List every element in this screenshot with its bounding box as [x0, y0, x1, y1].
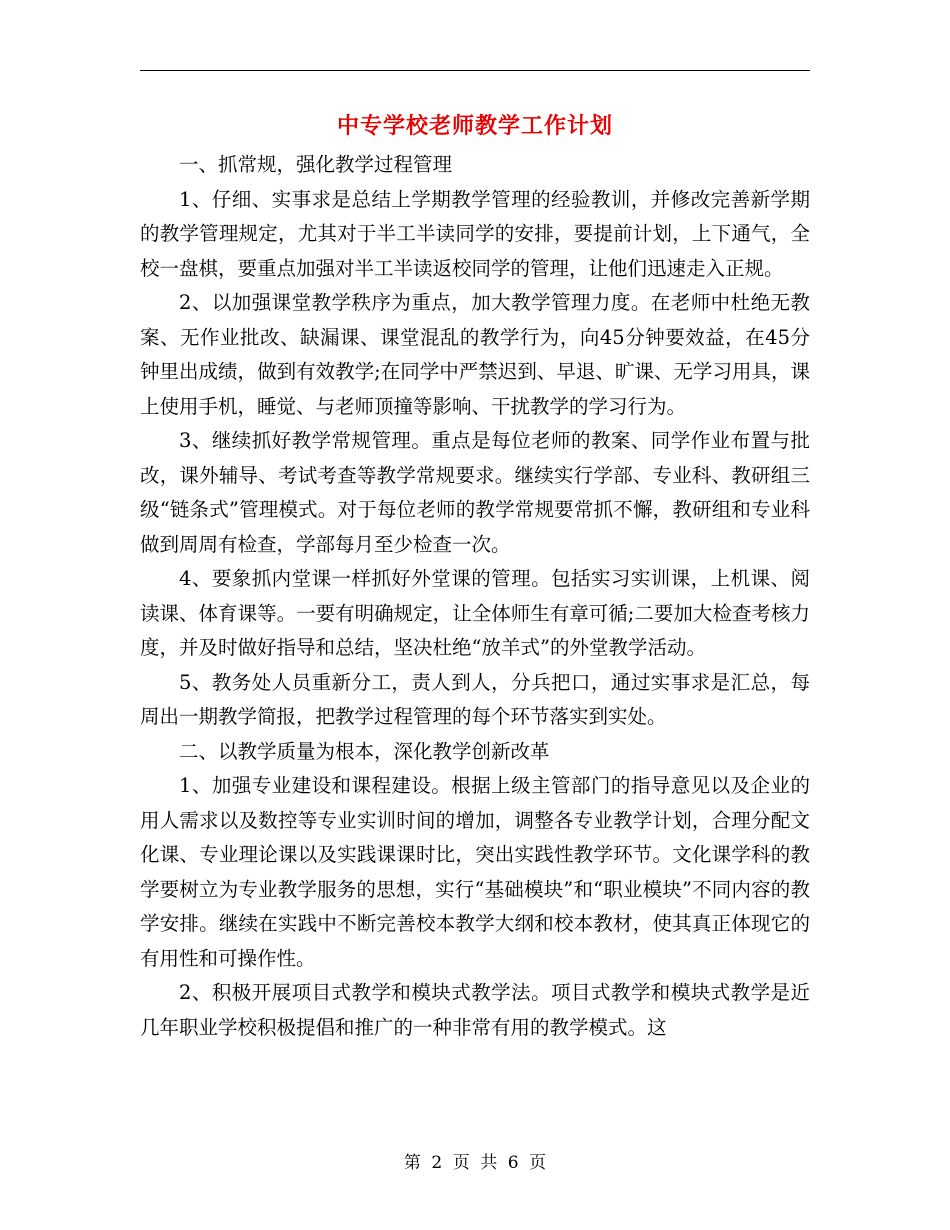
- section-heading-1: 一、抓常规，强化教学过程管理: [179, 153, 453, 176]
- document-body: [140, 148, 810, 1045]
- paragraph: 2、以加强课堂教学秩序为重点，加大教学管理力度。在老师中杜绝无教案、无作业批改、缺漏课、课堂混乱的教学行为，向45分钟要效益，在45分钟里出成绩，做到有效教学;在同学中严禁迟到、早退、旷课、无学习用具，课上使用手机，睡觉、与老师顶撞等影响、干扰教学的学习行为。: [140, 291, 810, 418]
- paragraph: 5、教务处人员重新分工，责人到人，分兵把口，通过实事求是汇总，每周出一期教学简报，把教学过程管理的每个环节落实到实处。: [140, 670, 810, 728]
- paragraph: 1、加强专业建设和课程建设。根据上级主管部门的指导意见以及企业的用人需求以及数控等专业实训时间的增加，调整各专业教学计划，合理分配文化课、专业理论课以及实践课课时比，突出实践性教学环节。文化课学科的教学要树立为专业教学服务的思想，实行“基础模块”和“职业模块”不同内容的教学安排。继续在实践中不断完善校本教学大纲和校本教材，使其真正体现它的有用性和可操作性。: [140, 774, 810, 970]
- page-number: 第 2 页 共 6 页: [403, 1153, 547, 1173]
- paragraph: 1、仔细、实事求是总结上学期教学管理的经验教训，并修改完善新学期的教学管理规定，尤其对于半工半读同学的安排，要提前计划，上下通气，全校一盘棋，要重点加强对半工半读返校同学的管理，让他们迅速走入正规。: [140, 187, 810, 280]
- paragraph: 2、积极开展项目式教学和模块式教学法。项目式教学和模块式教学是近几年职业学校积极提倡和推广的一种非常有用的教学模式。这: [140, 981, 810, 1039]
- section-heading-2: 二、以教学质量为根本，深化教学创新改革: [179, 739, 550, 763]
- page-title: 中专学校老师教学工作计划: [336, 113, 613, 139]
- header-rule: [140, 70, 810, 71]
- paragraph: 3、继续抓好教学常规管理。重点是每位老师的教案、同学作业布置与批改，课外辅导、考试考查等教学常规要求。继续实行学部、专业科、教研组三级“链条式”管理模式。对于每位老师的教学常规要常抓不懈，教研组和专业科做到周周有检查，学部每月至少检查一次。: [140, 429, 810, 556]
- paragraph: 4、要象抓内堂课一样抓好外堂课的管理。包括实习实训课，上机课、阅读课、体育课等。一要有明确规定，让全体师生有章可循;二要加大检查考核力度，并及时做好指导和总结，坚决杜绝“放羊式”的外堂教学活动。: [140, 567, 810, 659]
